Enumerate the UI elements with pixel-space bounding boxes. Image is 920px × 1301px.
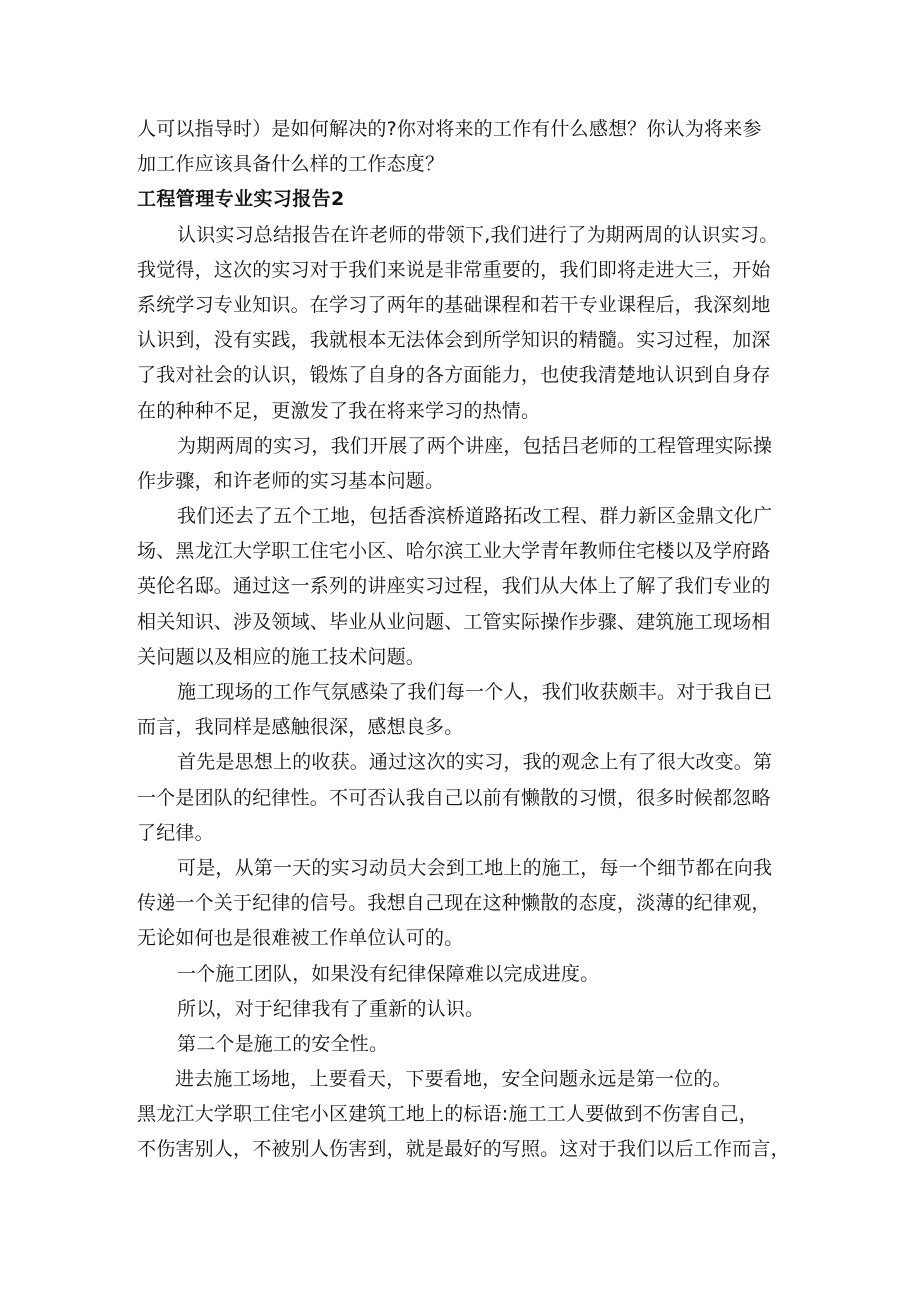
paragraph-first-line: 一个施工团队，如果没有纪律保障难以完成进度。 [177, 962, 600, 985]
text-line: 认识到，没有实践，我就根本无法体会到所学知识的精髓。实习过程，加深 [137, 329, 771, 352]
text-line: 加工作应该具备什么样的工作态度？ [137, 153, 445, 176]
text-line: 黑龙江大学职工住宅小区建筑工地上的标语:施工工人要做到不伤害自己， [137, 1103, 759, 1126]
text-line: 我觉得，这次的实习对于我们来说是非常重要的，我们即将走进大三，开始 [137, 258, 771, 281]
paragraph-first-line: 可是，从第一天的实习动员大会到工地上的施工，每一个细节都在向我 [177, 856, 773, 879]
paragraph-first-line: 施工现场的工作气氛感染了我们每一个人，我们收获颇丰。对于我自已 [177, 681, 773, 703]
text-line: 英伦名邸。通过这一系列的讲座实习过程，我们从大体上了解了我们专业的 [137, 575, 771, 598]
text-line: 了纪律。 [137, 821, 214, 844]
paragraph-first-line: 进去施工场地，上要看天，下要看地，安全问题永远是第一位的。 [175, 1068, 732, 1091]
text-line: 场、黑龙江大学职工住宅小区、哈尔滨工业大学青年教师住宅楼以及学府路 [137, 540, 771, 563]
section-heading: 工程管理专业实习报告2 [137, 188, 345, 211]
paragraph-first-line: 我们还去了五个工地，包括香滨桥道路拓改工程、群力新区金鼎文化广 [177, 505, 773, 528]
text-line: 不伤害别人，不被别人伤害到，就是最好的写照。这对于我们以后工作而言， [137, 1138, 790, 1161]
text-line: 相关知识、涉及领域、毕业从业问题、工管实际操作步骤、建筑施工现场相 [137, 610, 771, 633]
text-line: 而言，我同样是感触很深，感想良多。 [137, 716, 464, 739]
text-line: 传递一个关于纪律的信号。我想自己现在这种懒散的态度，淡薄的纪律观， [137, 892, 771, 915]
document-body [137, 112, 801, 1168]
text-line: 无论如何也是很难被工作单位认可的。 [137, 927, 464, 950]
paragraph-first-line: 认识实习总结报告在许老师的带领下,我们进行了为期两周的认识实习。 [177, 223, 779, 246]
paragraph-first-line: 为期两周的实习，我们开展了两个讲座，包括吕老师的工程管理实际操 [177, 434, 773, 457]
text-line: 人可以指导时）是如何解决的?你对将来的工作有什么感想？你认为将来参 [137, 118, 762, 140]
paragraph-first-line: 第二个是施工的安全性。 [177, 1032, 389, 1055]
paragraph-first-line: 首先是思想上的收获。通过这次的实习，我的观念上有了很大改变。第 [177, 751, 773, 774]
text-line: 了我对社会的认识，锻炼了自身的各方面能力，也使我清楚地认识到自身存 [137, 364, 771, 387]
text-line: 一个是团队的纪律性。不可否认我自己以前有懒散的习惯，很多时候都忽略 [137, 786, 771, 809]
text-line: 在的种种不足，更激发了我在将来学习的热情。 [137, 399, 541, 422]
text-line: 作步骤，和许老师的实习基本问题。 [137, 469, 445, 492]
text-line: 关问题以及相应的施工技术问题。 [137, 645, 426, 668]
paragraph-first-line: 所以，对于纪律我有了重新的认识。 [177, 997, 485, 1020]
text-line: 系统学习专业知识。在学习了两年的基础课程和若干专业课程后，我深刻地 [137, 293, 771, 316]
